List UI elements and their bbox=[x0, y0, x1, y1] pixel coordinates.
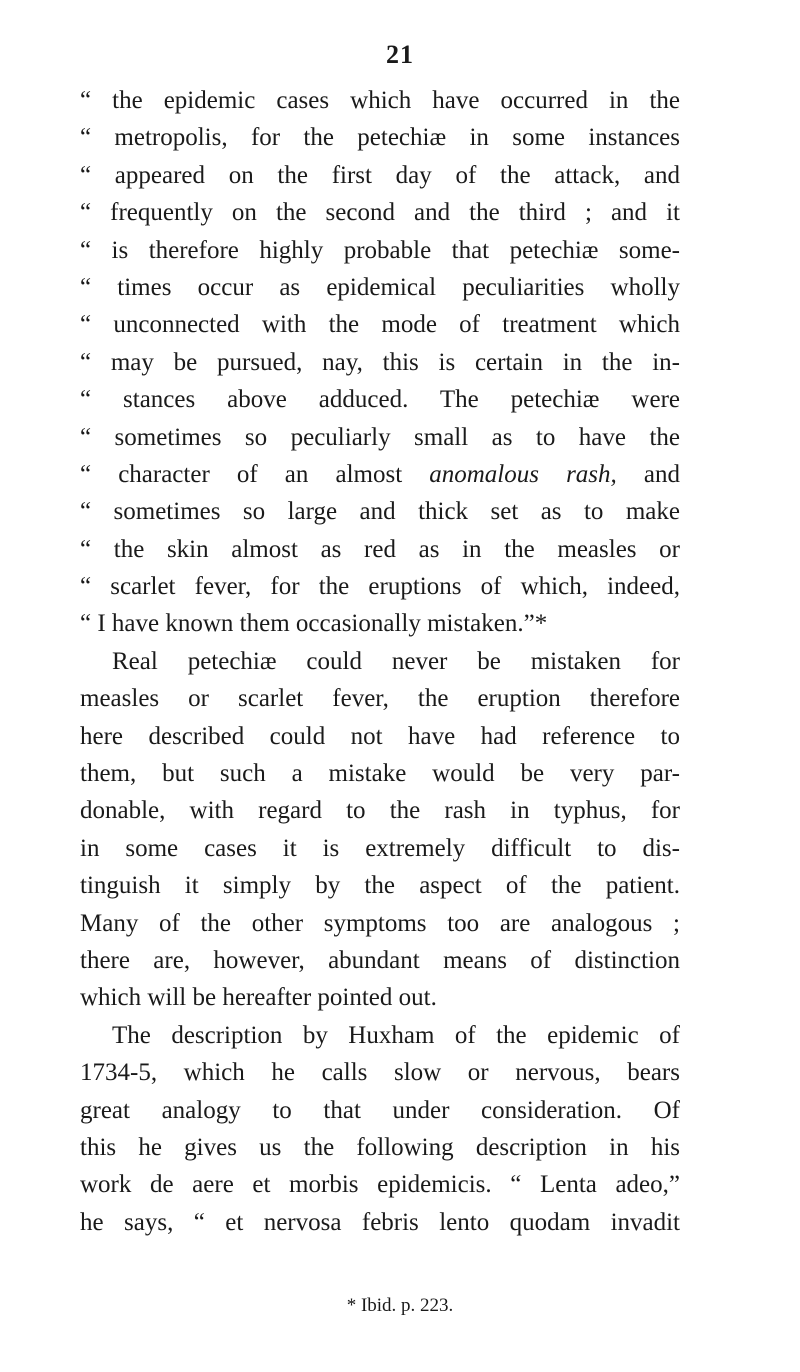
page-number: 21 bbox=[386, 40, 414, 69]
text-line: donable, with regard to the rash in typhus, for bbox=[80, 797, 680, 825]
text-line: “ is therefore highly probable that petechiæ some- bbox=[80, 236, 680, 264]
text-line: he says, “ et nervosa febris lento quodam invadit bbox=[80, 1208, 680, 1236]
text-line: “ times occur as epidemical peculiarities wholly bbox=[80, 273, 680, 301]
text-line: Real petechiæ could never be mistaken for bbox=[112, 647, 680, 675]
italic-phrase: anomalous rash, bbox=[429, 460, 617, 488]
text-line: “ sometimes so large and thick set as to make bbox=[80, 498, 680, 526]
text-line: this he gives us the following description in his bbox=[80, 1133, 680, 1161]
text-line: “ unconnected with the mode of treatment which bbox=[80, 311, 680, 339]
text-line: which will be hereafter pointed out. bbox=[80, 984, 437, 1012]
text-line: “ the skin almost as red as in the measles or bbox=[80, 535, 680, 563]
text-line: 1734-5, which he calls slow or nervous, bears bbox=[80, 1059, 680, 1087]
text-line: measles or scarlet fever, the eruption therefore bbox=[80, 685, 680, 713]
text-line: “ may be pursued, nay, this is certain in the in- bbox=[80, 348, 680, 376]
text-line: them, but such a mistake would be very par- bbox=[80, 760, 680, 788]
text-line: in some cases it is extremely difficult to dis- bbox=[80, 834, 680, 862]
text-line: work de aere et morbis epidemicis. “ Lenta adeo,” bbox=[80, 1171, 680, 1199]
text-line: “ stances above adduced. The petechiæ were bbox=[80, 386, 680, 414]
text-line: The description by Huxham of the epidemic of bbox=[112, 1021, 680, 1049]
text-line: “ I have known them occasionally mistaken.”* bbox=[80, 610, 548, 638]
text-line: “ metropolis, for the petechiæ in some instances bbox=[80, 124, 680, 152]
text-line: there are, however, abundant means of distinction bbox=[80, 946, 680, 974]
text-line: “ sometimes so peculiarly small as to have the bbox=[80, 423, 680, 451]
text-line: tinguish it simply by the aspect of the patient. bbox=[80, 872, 680, 900]
text-line: Many of the other symptoms too are analogous ; bbox=[80, 909, 680, 937]
text-line: “ frequently on the second and the third ; and it bbox=[80, 199, 680, 227]
text-line: “ scarlet fever, for the eruptions of which, indeed, bbox=[80, 573, 680, 601]
text-line: “ appeared on the first day of the attack, and bbox=[80, 161, 680, 189]
text-line: “ character of an almost anomalous rash, and bbox=[80, 460, 680, 488]
text-line: here described could not have had reference to bbox=[80, 722, 680, 750]
text-line: “ the epidemic cases which have occurred in the bbox=[80, 87, 680, 114]
text-line: great analogy to that under consideration. Of bbox=[80, 1096, 680, 1124]
body-text bbox=[80, 82, 680, 1241]
footnote: * Ibid. p. 223. bbox=[346, 1295, 454, 1316]
